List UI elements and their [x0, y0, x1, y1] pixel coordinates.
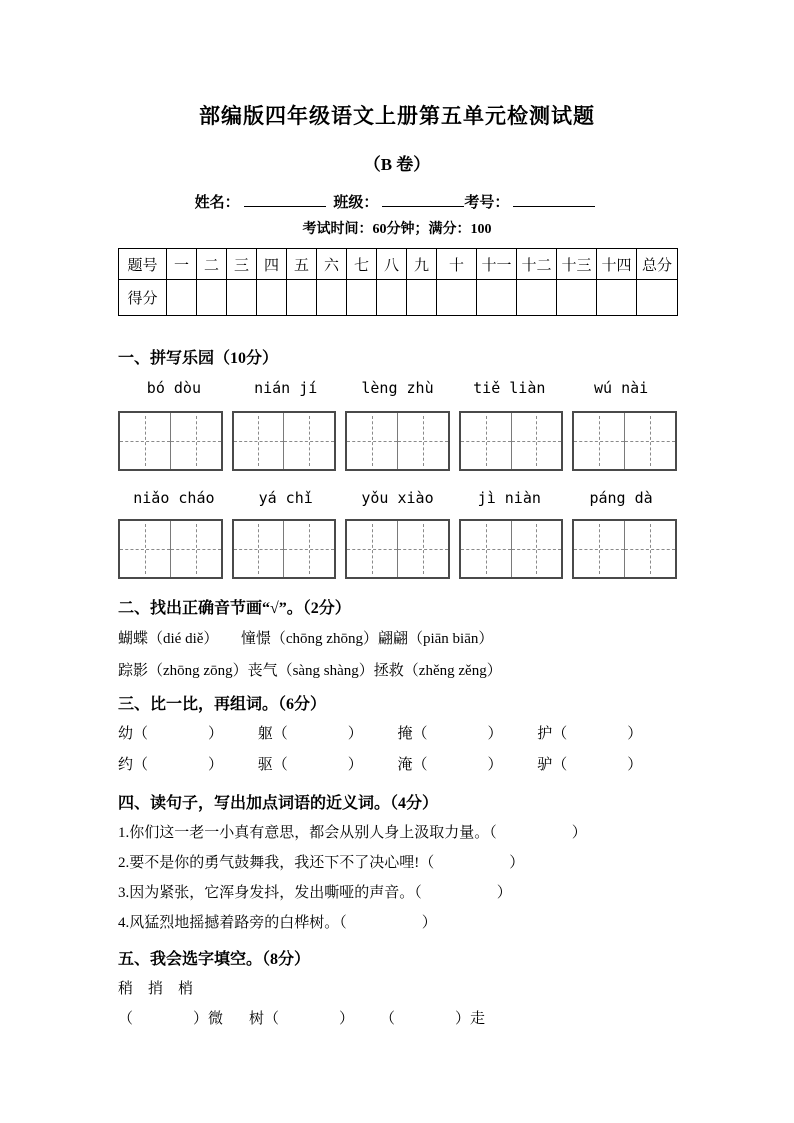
writing-grid-group — [459, 411, 564, 471]
writing-grid-group — [232, 411, 337, 471]
score-table-header-row — [119, 249, 678, 280]
score-cell — [287, 280, 317, 316]
score-table-header-cell: 十一 — [477, 249, 517, 280]
syllable-choice-line-1: 蝴蝶（dié diě） 憧憬（chōng zhōng）翩翩（piān biān） — [118, 631, 494, 647]
writing-grid-cell — [234, 413, 284, 469]
fill-blank-part: （ ）微 — [118, 1011, 224, 1027]
score-table-header-cell: 十三 — [557, 249, 597, 280]
word-pair-cell: 淹（ ） — [397, 757, 503, 773]
section-one-heading: 一、拼写乐园（10分） — [118, 350, 279, 367]
pinyin-word: jì niàn — [477, 489, 541, 507]
class-blank-line — [382, 193, 464, 207]
pinyin-word: niǎo cháo — [133, 489, 215, 507]
score-table-header-cell: 十二 — [517, 249, 557, 280]
writing-grid-group — [118, 411, 223, 471]
writing-grid-cell — [624, 521, 675, 577]
score-cell — [197, 280, 227, 316]
writing-grid-cell — [511, 413, 562, 469]
score-table-header-cell: 四 — [257, 249, 287, 280]
score-cell — [517, 280, 557, 316]
word-pair-row-2 — [118, 753, 677, 774]
exam-no-blank-line — [513, 193, 595, 207]
name-blank-line — [244, 193, 326, 207]
writing-grid-group — [459, 519, 564, 579]
synonym-item-1: 1.你们这一老一小真有意思，都会从别人身上汲取力量。（ ） — [118, 825, 587, 841]
score-cell — [407, 280, 437, 316]
word-pair-cell: 驱（ ） — [257, 757, 363, 773]
exam-variant: （B 卷） — [363, 155, 431, 174]
writing-grid-cell — [234, 521, 284, 577]
writing-grid-cell — [170, 413, 221, 469]
writing-grid-cell — [397, 413, 448, 469]
score-row-label: 得分 — [119, 280, 167, 316]
writing-grid-group — [345, 519, 450, 579]
writing-grid-cell — [461, 521, 511, 577]
fill-blank-part: 树（ ） — [249, 1011, 355, 1027]
char-options: 稍 捎 梢 — [118, 981, 194, 997]
score-cell — [597, 280, 637, 316]
score-table-header-cell: 三 — [227, 249, 257, 280]
section-two-heading: 二、找出正确音节画“√”。（2分） — [118, 600, 351, 617]
writing-grid-cell — [624, 413, 675, 469]
synonym-item-4: 4.风猛烈地摇撼着路旁的白桦树。（ ） — [118, 915, 437, 931]
word-pair-cell: 约（ ） — [118, 757, 224, 773]
score-cell — [347, 280, 377, 316]
score-table — [118, 248, 678, 316]
fill-blank-part: （ ）走 — [380, 1011, 486, 1027]
synonym-item-2: 2.要不是你的勇气鼓舞我，我还下不了决心哩!（ ） — [118, 855, 525, 871]
score-cell — [437, 280, 477, 316]
pinyin-word: yǒu xiào — [361, 489, 434, 507]
writing-grid-row-2 — [118, 519, 677, 579]
score-table-header-cell: 六 — [317, 249, 347, 280]
pinyin-word: wú nài — [593, 379, 649, 397]
writing-grid-row-1 — [118, 411, 677, 471]
pinyin-word: lèng zhù — [361, 379, 434, 397]
score-table-score-row — [119, 280, 678, 316]
score-table-header-cell: 八 — [377, 249, 407, 280]
name-label: 姓名： — [194, 195, 240, 211]
writing-grid-cell — [574, 521, 624, 577]
score-table-header-cell: 总分 — [637, 249, 678, 280]
score-table-header-cell: 二 — [197, 249, 227, 280]
word-pair-cell: 驴（ ） — [537, 757, 643, 773]
score-table-header-cell: 七 — [347, 249, 377, 280]
score-cell — [377, 280, 407, 316]
writing-grid-group — [572, 519, 677, 579]
section-three-heading: 三、比一比，再组词。（6分） — [118, 696, 327, 713]
score-table-header-cell: 十 — [437, 249, 477, 280]
writing-grid-cell — [283, 521, 334, 577]
score-cell — [167, 280, 197, 316]
student-info-line — [0, 191, 794, 212]
score-table-header-cell: 九 — [407, 249, 437, 280]
word-pair-cell: 护（ ） — [537, 726, 643, 742]
writing-grid-cell — [170, 521, 221, 577]
pinyin-row-1 — [118, 379, 677, 397]
pinyin-word: bó dòu — [146, 379, 201, 397]
score-table-header-cell: 五 — [287, 249, 317, 280]
word-pair-cell: 幼（ ） — [118, 726, 224, 742]
writing-grid-cell — [347, 413, 397, 469]
fill-blank-row — [118, 1007, 677, 1028]
score-cell — [557, 280, 597, 316]
pinyin-word: páng dà — [589, 489, 653, 507]
writing-grid-cell — [511, 521, 562, 577]
writing-grid-group — [118, 519, 223, 579]
word-pair-row-1 — [118, 722, 677, 743]
class-label: 班级： — [333, 195, 379, 211]
writing-grid-cell — [397, 521, 448, 577]
writing-grid-cell — [347, 521, 397, 577]
writing-grid-group — [572, 411, 677, 471]
score-cell — [317, 280, 347, 316]
section-four-heading: 四、读句子，写出加点词语的近义词。（4分） — [118, 795, 439, 812]
pinyin-word: tiě liàn — [473, 379, 546, 397]
writing-grid-cell — [574, 413, 624, 469]
score-table-header-cell: 一 — [167, 249, 197, 280]
pinyin-word: yá chǐ — [258, 489, 313, 507]
section-five-heading: 五、我会选字填空。（8分） — [118, 951, 311, 968]
word-pair-cell: 躯（ ） — [257, 726, 363, 742]
writing-grid-cell — [283, 413, 334, 469]
exam-no-label: 考号： — [464, 195, 510, 211]
score-table-header-cell: 题号 — [119, 249, 167, 280]
score-cell — [477, 280, 517, 316]
syllable-choice-line-2: 踪影（zhōng zōng）丧气（sàng shàng）拯救（zhěng zěng） — [118, 663, 502, 679]
exam-time-line: 考试时间：60分钟；满分：100 — [302, 222, 492, 237]
writing-grid-group — [232, 519, 337, 579]
score-cell — [227, 280, 257, 316]
pinyin-row-2 — [118, 489, 677, 507]
writing-grid-cell — [461, 413, 511, 469]
writing-grid-cell — [120, 413, 170, 469]
synonym-item-3: 3.因为紧张，它浑身发抖，发出嘶哑的声音。（ ） — [118, 885, 512, 901]
writing-grid-cell — [120, 521, 170, 577]
score-cell — [257, 280, 287, 316]
writing-grid-group — [345, 411, 450, 471]
pinyin-word: nián jí — [254, 379, 318, 397]
score-cell — [637, 280, 678, 316]
word-pair-cell: 掩（ ） — [397, 726, 503, 742]
doc-title: 部编版四年级语文上册第五单元检测试题 — [199, 104, 595, 128]
score-table-header-cell: 十四 — [597, 249, 637, 280]
